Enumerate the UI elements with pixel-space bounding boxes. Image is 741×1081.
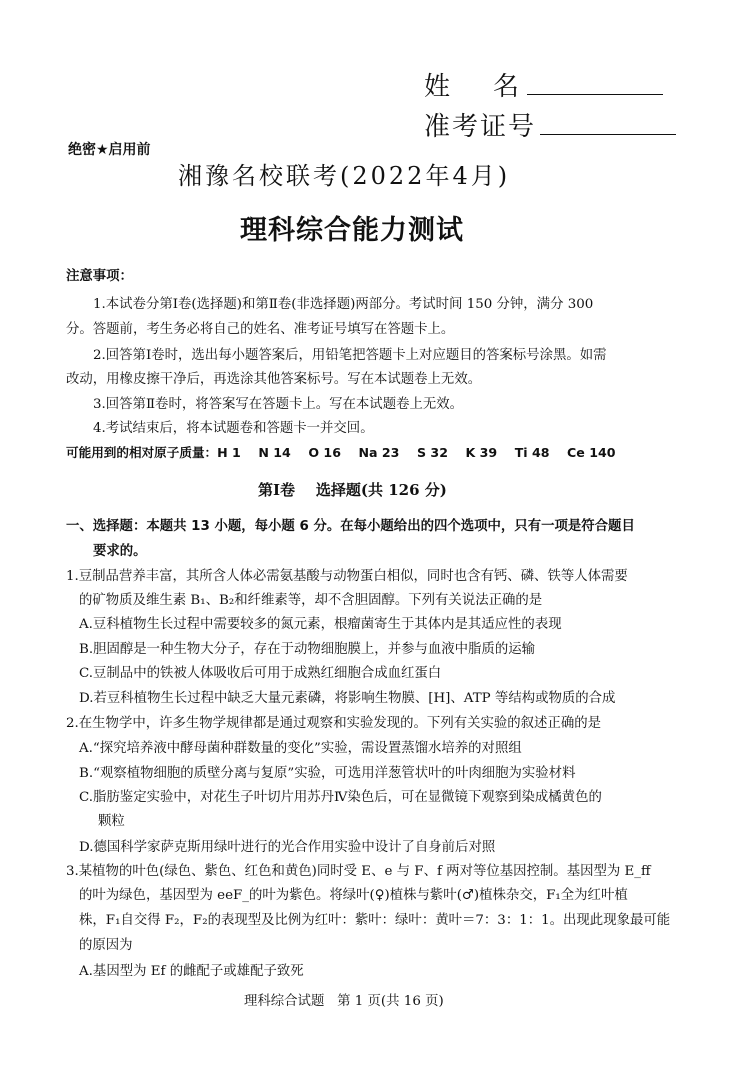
q2-option-b: B.“观察植物细胞的质壁分离与复原”实验，可选用洋葱管状叶的叶肉细胞为实验材料 bbox=[79, 766, 576, 781]
exam-id-label: 准考证号 bbox=[424, 112, 537, 142]
q3-option-a: A.基因型为 Ef 的雌配子或雄配子致死 bbox=[79, 964, 304, 979]
note-2: 2.回答第Ⅰ卷时，选出每小题答案后，用铅笔把答题卡上对应题目的答案标号涂黑。如需 bbox=[93, 348, 607, 363]
q3-stem-cont-3: 的原因为 bbox=[79, 938, 133, 953]
q1-stem: 1.豆制品营养丰富，其所含人体必需氨基酸与动物蛋白相似，同时也含有钙、磷、铁等人体需要 bbox=[66, 569, 628, 584]
q2-stem: 2.在生物学中，许多生物学规律都是通过观察和实验发现的。下列有关实验的叙述正确的是 bbox=[66, 716, 602, 731]
q3-stem: 3.某植物的叶色(绿色、紫色、红色和黄色)同时受 E、e 与 F、f 两对等位基因控制。基因型为 E_ff bbox=[66, 864, 651, 879]
exam-title: 理科综合能力测试 bbox=[240, 215, 464, 246]
name-label: 姓 名 bbox=[424, 72, 522, 102]
exam-id-row bbox=[424, 106, 676, 143]
section-instruction-cont: 要求的。 bbox=[93, 544, 147, 559]
q1-option-a: A.豆科植物生长过程中需要较多的氮元素，根瘤菌寄生于其体内是其适应性的表现 bbox=[79, 617, 562, 632]
atomic-mass-line: 可能用到的相对原子质量：H 1 N 14 O 16 Na 23 S 32 K 39 Ti 48 Ce 140 bbox=[66, 445, 616, 460]
q2-option-c: C.脂肪鉴定实验中，对花生子叶切片用苏丹Ⅳ染色后，可在显微镜下观察到染成橘黄色的 bbox=[79, 790, 602, 805]
q1-stem-cont: 的矿物质及维生素 B₁、B₂和纤维素等，却不含胆固醇。下列有关说法正确的是 bbox=[79, 593, 543, 608]
q2-option-a: A.“探究培养液中酵母菌种群数量的变化”实验，需设置蒸馏水培养的对照组 bbox=[79, 741, 522, 756]
q1-option-c: C.豆制品中的铁被人体吸收后可用于成熟红细胞合成血红蛋白 bbox=[79, 666, 442, 681]
note-4: 4.考试结束后，将本试题卷和答题卡一并交回。 bbox=[93, 421, 374, 436]
q2-option-d: D.德国科学家萨克斯用绿叶进行的光合作用实验中设计了自身前后对照 bbox=[79, 840, 496, 855]
section-heading: 第Ⅰ卷 选择题(共 126 分) bbox=[258, 481, 447, 499]
q1-option-b: B.胆固醇是一种生物大分子，存在于动物细胞膜上，并参与血液中脂质的运输 bbox=[79, 642, 535, 657]
q3-stem-cont-2: 株，F₁自交得 F₂，F₂的表现型及比例为红叶：紫叶：绿叶：黄叶＝7：3：1：1。出现此现象最可能 bbox=[79, 913, 671, 928]
note-2-cont: 改动，用橡皮擦干净后，再选涂其他答案标号。写在本试题卷上无效。 bbox=[66, 372, 482, 387]
page-footer: 理科综合试题 第 1 页(共 16 页) bbox=[244, 994, 444, 1009]
note-1-cont: 分。答题前，考生务必将自己的姓名、准考证号填写在答题卡上。 bbox=[66, 322, 455, 337]
note-1: 1.本试卷分第Ⅰ卷(选择题)和第Ⅱ卷(非选择题)两部分。考试时间 150 分钟，满分 300 bbox=[93, 297, 594, 312]
name-field[interactable] bbox=[527, 94, 663, 95]
secret-mark: 绝密★启用前 bbox=[68, 142, 151, 158]
exam-id-field[interactable] bbox=[540, 134, 676, 135]
q1-option-d: D.若豆科植物生长过程中缺乏大量元素磷，将影响生物膜、[H]、ATP 等结构或物质的合成 bbox=[79, 691, 616, 706]
q2-option-c-cont: 颗粒 bbox=[98, 814, 125, 829]
note-3: 3.回答第Ⅱ卷时，将答案写在答题卡上。写在本试题卷上无效。 bbox=[93, 397, 464, 412]
name-row bbox=[424, 66, 663, 103]
section-instruction: 一、选择题：本题共 13 小题，每小题 6 分。在每小题给出的四个选项中，只有一项是符合题目 bbox=[66, 519, 635, 534]
q3-stem-cont-1: 的叶为绿色，基因型为 eeF_的叶为紫色。将绿叶(♀)植株与紫叶(♂)植株杂交，F₁全为红叶植 bbox=[79, 888, 628, 903]
exam-subtitle: 湘豫名校联考(2022年4月) bbox=[178, 162, 511, 190]
notes-heading: 注意事项： bbox=[66, 269, 133, 284]
